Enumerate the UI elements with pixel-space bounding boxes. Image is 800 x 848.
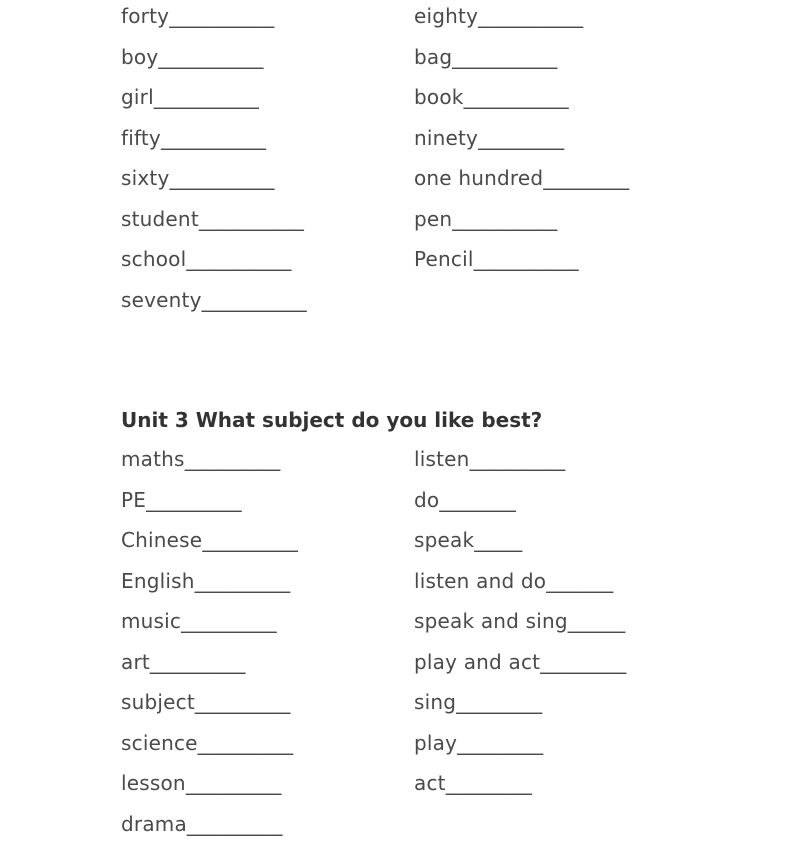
word-item <box>121 808 414 848</box>
word-item <box>121 41 414 82</box>
answer-blank: ___________ <box>158 45 263 69</box>
word-item <box>414 767 714 808</box>
word-item <box>414 686 714 727</box>
word-item <box>121 686 414 727</box>
word-term: act <box>414 771 446 795</box>
word-term: drama <box>121 812 187 836</box>
word-term: Chinese <box>121 528 202 552</box>
word-term: girl <box>121 85 154 109</box>
answer-blank: ________ <box>439 488 515 512</box>
answer-blank: ___________ <box>170 166 275 190</box>
word-term: play <box>414 731 457 755</box>
word-item <box>121 767 414 808</box>
word-item <box>414 162 714 203</box>
word-item <box>121 122 414 163</box>
word-term: PE <box>121 488 146 512</box>
answer-blank: ___________ <box>464 85 569 109</box>
answer-blank: _____ <box>474 528 522 552</box>
word-term: English <box>121 569 195 593</box>
answer-blank: __________ <box>150 650 245 674</box>
answer-blank: _________ <box>456 690 542 714</box>
word-item <box>414 646 714 687</box>
unit3-section <box>121 403 721 848</box>
word-term: subject <box>121 690 195 714</box>
word-item <box>121 162 414 203</box>
word-term: art <box>121 650 150 674</box>
word-item <box>414 81 714 122</box>
word-term: science <box>121 731 198 755</box>
word-item <box>121 524 414 565</box>
word-item <box>414 605 714 646</box>
word-item <box>414 243 714 284</box>
word-item <box>121 203 414 244</box>
answer-blank: _______ <box>546 569 613 593</box>
word-term: listen and do <box>414 569 546 593</box>
answer-blank: _________ <box>540 650 626 674</box>
word-term: ninety <box>414 126 478 150</box>
word-item <box>414 0 714 41</box>
word-term: eighty <box>414 4 478 28</box>
answer-blank: ___________ <box>478 4 583 28</box>
answer-blank: __________ <box>195 569 290 593</box>
word-term: pen <box>414 207 452 231</box>
answer-blank: ___________ <box>202 288 307 312</box>
answer-blank: _________ <box>543 166 629 190</box>
word-item <box>121 565 414 606</box>
word-term: speak <box>414 528 474 552</box>
word-item <box>121 443 414 484</box>
answer-blank: __________ <box>202 528 297 552</box>
word-term: one hundred <box>414 166 543 190</box>
answer-blank: __________ <box>470 447 565 471</box>
answer-blank: _________ <box>446 771 532 795</box>
word-item <box>121 243 414 284</box>
word-item <box>414 41 714 82</box>
answer-blank: __________ <box>195 690 290 714</box>
answer-blank: __________ <box>198 731 293 755</box>
answer-blank: ___________ <box>169 4 274 28</box>
answer-blank: ___________ <box>474 247 579 271</box>
answer-blank: ___________ <box>154 85 259 109</box>
word-item <box>121 646 414 687</box>
answer-blank: ______ <box>568 609 625 633</box>
word-item <box>414 484 714 525</box>
answer-blank: ___________ <box>186 247 291 271</box>
answer-blank: _________ <box>457 731 543 755</box>
word-term: fifty <box>121 126 161 150</box>
word-item <box>121 0 414 41</box>
word-item <box>414 727 714 768</box>
answer-blank: __________ <box>186 771 281 795</box>
word-term: forty <box>121 4 169 28</box>
word-term: Pencil <box>414 247 474 271</box>
word-term: boy <box>121 45 158 69</box>
answer-blank: _________ <box>478 126 564 150</box>
word-item <box>414 203 714 244</box>
word-term: bag <box>414 45 452 69</box>
answer-blank: ___________ <box>452 207 557 231</box>
word-item <box>121 284 414 325</box>
word-item <box>414 443 714 484</box>
word-term: lesson <box>121 771 186 795</box>
word-term: maths <box>121 447 185 471</box>
answer-blank: __________ <box>187 812 282 836</box>
word-term: do <box>414 488 439 512</box>
word-term: sixty <box>121 166 170 190</box>
word-item <box>414 565 714 606</box>
word-term: book <box>414 85 464 109</box>
word-item <box>414 122 714 163</box>
word-item-empty <box>414 284 714 325</box>
word-term: student <box>121 207 199 231</box>
answer-blank: __________ <box>146 488 241 512</box>
word-item-empty <box>414 808 714 848</box>
word-term: music <box>121 609 181 633</box>
word-item <box>414 524 714 565</box>
word-term: play and act <box>414 650 540 674</box>
word-term: speak and sing <box>414 609 568 633</box>
word-item <box>121 727 414 768</box>
word-term: seventy <box>121 288 202 312</box>
word-term: sing <box>414 690 456 714</box>
word-term: school <box>121 247 186 271</box>
word-item <box>121 605 414 646</box>
unit3-words-grid <box>121 443 721 848</box>
answer-blank: ___________ <box>452 45 557 69</box>
answer-blank: __________ <box>185 447 280 471</box>
unit-title: Unit 3 What subject do you like best? <box>121 403 721 437</box>
word-item <box>121 484 414 525</box>
answer-blank: ___________ <box>199 207 304 231</box>
number-words-section <box>121 0 721 324</box>
word-item <box>121 81 414 122</box>
answer-blank: ___________ <box>161 126 266 150</box>
word-term: listen <box>414 447 470 471</box>
answer-blank: __________ <box>181 609 276 633</box>
number-words-grid <box>121 0 721 324</box>
